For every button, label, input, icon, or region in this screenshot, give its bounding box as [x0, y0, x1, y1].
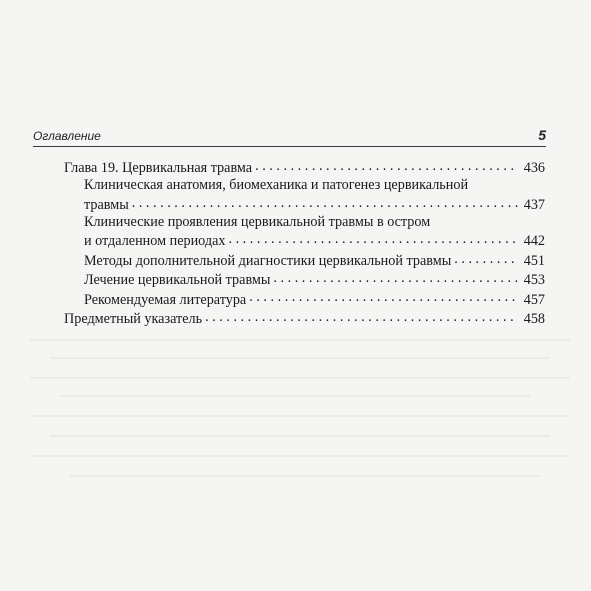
- dot-leader: [273, 270, 518, 284]
- running-header: [33, 128, 546, 147]
- dot-leader: [454, 251, 518, 265]
- toc-entry-literature: [64, 289, 545, 308]
- toc-page-number: 458: [523, 310, 545, 327]
- toc-entry-text: Рекомендуемая литература: [84, 291, 247, 308]
- dot-leader: [249, 289, 518, 303]
- toc-entry-text-line-1: Клиническая анатомия, биомеханика и патогенез цервикальной: [84, 177, 469, 194]
- dot-leader: [132, 195, 518, 209]
- toc-entry-text: Предметный указатель: [64, 310, 203, 327]
- toc-page-number: 457: [523, 291, 545, 308]
- toc-entry-text: и отдаленном периодах: [84, 233, 226, 250]
- show-through-texture: [30, 300, 570, 500]
- toc-entry-clinical-manifestations: [64, 214, 545, 251]
- dot-leader: [228, 231, 518, 245]
- toc-entry-text-line-1: Клинические проявления цервикальной травмы в остром: [84, 213, 431, 230]
- toc-entry-text: травмы: [84, 196, 129, 213]
- toc-entry-chapter-19: [64, 158, 545, 177]
- toc-page-number: 451: [523, 252, 545, 269]
- toc-entry-anatomy: [64, 177, 545, 214]
- toc-entry-subject-index: [64, 309, 545, 328]
- toc-page-number: 436: [523, 160, 545, 177]
- toc-page-number: 437: [523, 196, 545, 213]
- running-title: Оглавление: [33, 129, 101, 143]
- dot-leader: [205, 309, 518, 323]
- page-number: 5: [538, 127, 546, 143]
- toc-entry-diagnostics: [64, 251, 545, 270]
- dot-leader: [255, 158, 518, 172]
- toc-entry-treatment: [64, 270, 545, 289]
- toc-entry-text: Методы дополнительной диагностики цервикальной травмы: [84, 252, 452, 269]
- toc-entry-text: Глава 19. Цервикальная травма: [64, 160, 253, 177]
- toc-page-number: 453: [523, 272, 545, 289]
- toc-entry-text: Лечение цервикальной травмы: [84, 272, 271, 289]
- toc-page-number: 442: [523, 233, 545, 250]
- table-of-contents: [64, 158, 545, 328]
